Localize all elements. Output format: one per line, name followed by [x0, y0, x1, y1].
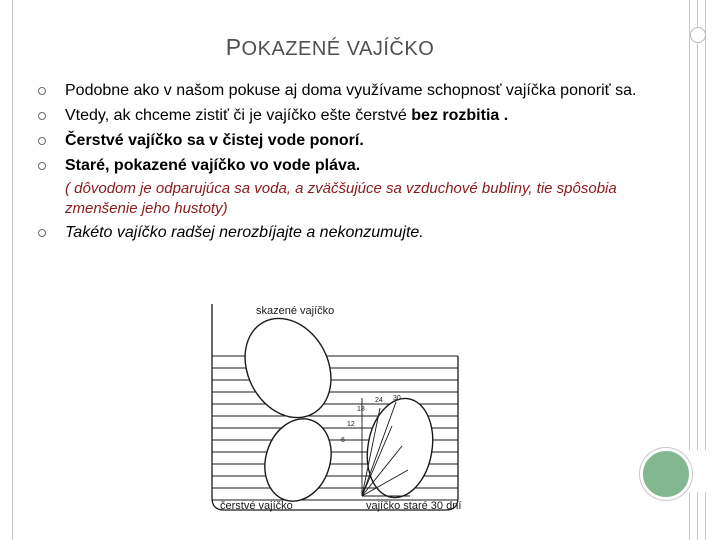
bullet-icon — [38, 112, 46, 120]
spoiled-egg — [228, 303, 347, 432]
angle-label: 18 — [357, 406, 365, 413]
title-rest: OKAZENÉ VAJÍČKO — [241, 38, 435, 60]
bullet-item — [38, 222, 663, 244]
bullet-note: ( dôvodom je odparujúca sa voda, a zväčšujúce sa vzduchové bubliny, tie spôsobia zmenšenie jeho hustoty) — [65, 180, 617, 217]
frame-line-right — [697, 492, 698, 540]
decorative-ring — [690, 27, 706, 43]
bullet-text-bold: bez rozbitia . — [411, 107, 509, 124]
bullet-icon — [38, 162, 46, 170]
bullet-text: Vtedy, ak chceme zistiť či je vajíčko ešte čerstvé — [65, 107, 412, 124]
bullet-text: Podobne ako v našom pokuse aj doma využívame schopnosť vajíčka ponoriť sa. — [65, 82, 637, 99]
angle-label: 12 — [347, 421, 355, 428]
frame-line-right — [689, 492, 690, 540]
label-fresh-egg: čerstvé vajíčko — [220, 500, 293, 512]
egg-water-illustration — [200, 298, 510, 523]
angle-label: 6 — [341, 437, 345, 444]
bullet-list — [38, 80, 663, 247]
title-first-letter: P — [225, 34, 242, 60]
angle-label: 30 — [393, 395, 401, 402]
bullet-text: Čerstvé vajíčko sa v čistej vode ponorí. — [65, 132, 364, 149]
slide-title — [0, 34, 660, 61]
frame-line-right — [705, 492, 706, 540]
frame-line-right — [705, 0, 706, 450]
angle-label: 24 — [375, 397, 383, 404]
bullet-text: Takéto vajíčko radšej nerozbíjajte a nekonzumujte. — [65, 224, 424, 241]
frame-line-right — [689, 0, 690, 450]
bullet-item — [38, 80, 663, 102]
frame-line-right — [697, 0, 698, 450]
frame-line-left — [12, 0, 13, 540]
bullet-icon — [38, 229, 46, 237]
decorative-green-circle — [640, 448, 692, 500]
bullet-icon — [38, 137, 46, 145]
fresh-egg — [255, 410, 342, 510]
label-spoiled-egg: skazené vajíčko — [256, 305, 335, 317]
bullet-icon — [38, 87, 46, 95]
bullet-item — [38, 105, 663, 127]
bullet-item — [38, 130, 663, 152]
bullet-text: Staré, pokazené vajíčko vo vode pláva. — [65, 157, 361, 174]
label-old-egg: vajíčko staré 30 dní — [366, 500, 462, 512]
bullet-item — [38, 155, 663, 219]
egg-water-drawing — [200, 298, 510, 523]
